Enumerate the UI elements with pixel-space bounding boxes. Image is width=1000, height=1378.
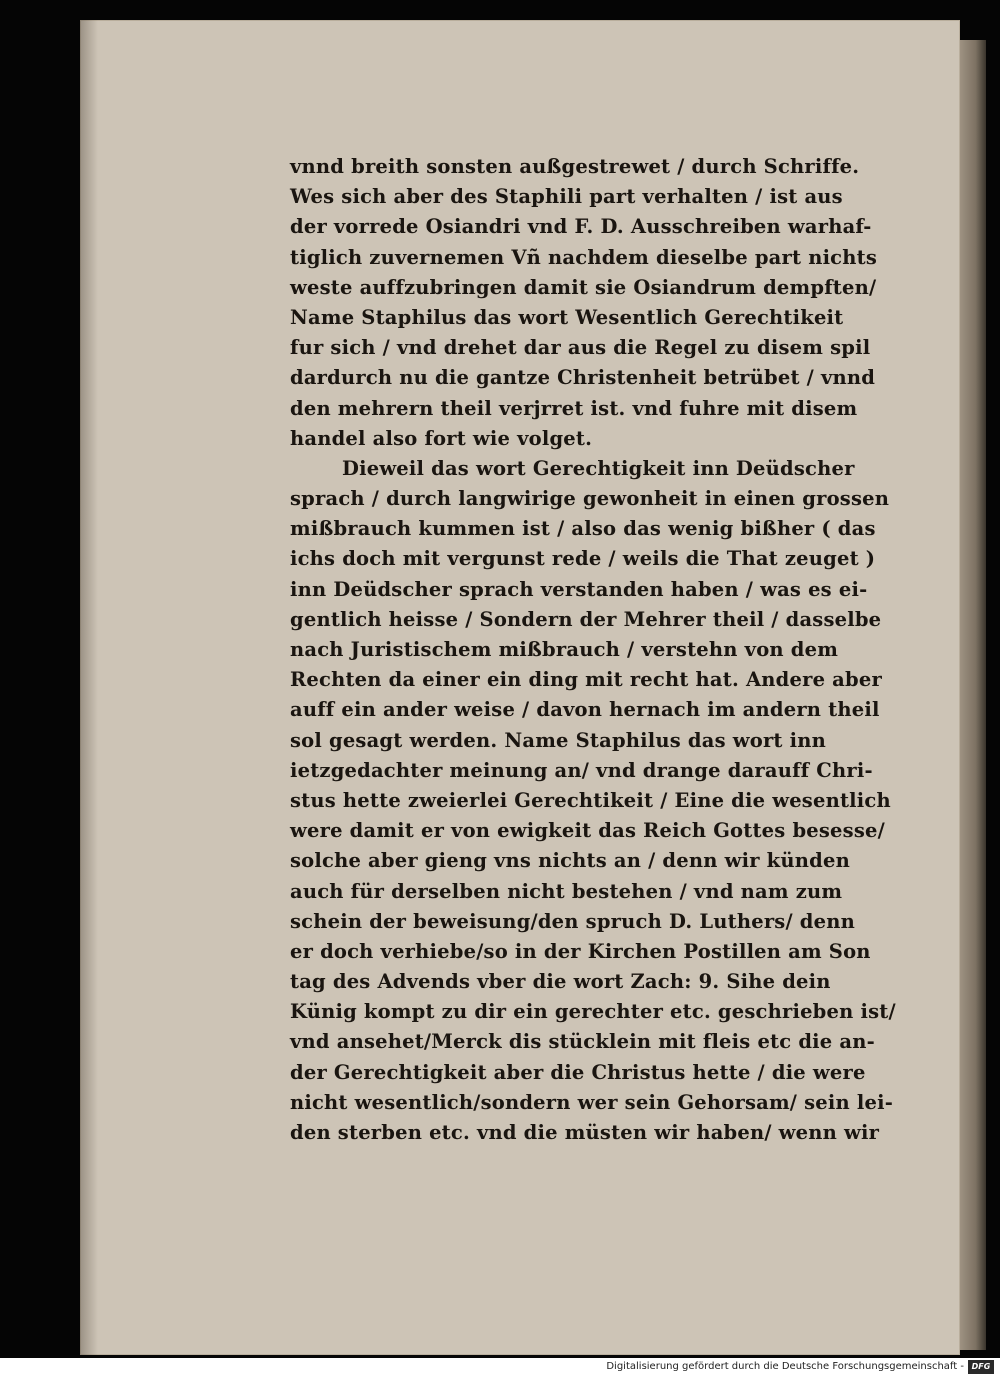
text-line: der vorrede Osiandri vnd F. D. Ausschreiben warhaf- [290, 215, 872, 239]
text-line: auch für derselben nicht bestehen / vnd nam zum [290, 879, 843, 903]
text-line: sprach / durch langwirige gewonheit in einen grossen [290, 487, 890, 511]
text-line: Rechten da einer ein ding mit recht hat. Andere aber [290, 668, 882, 692]
text-line: nach Juristischem mißbrauch / verstehn von dem [290, 638, 839, 661]
text-line: dardurch nu die gantze Christenheit betrübet / vnnd [290, 366, 876, 390]
text-line: auff ein ander weise / davon hernach im andern theil [290, 698, 880, 722]
text-line: Name Staphilus das wort Wesentlich Gerechtikeit [290, 305, 844, 329]
text-line: gentlich heisse / Sondern der Mehrer theil / dasselbe [290, 607, 882, 631]
text-line: nicht wesentlich/sondern wer sein Gehorsam/ sein lei- [290, 1090, 893, 1114]
text-line: den sterben etc. vnd die müsten wir haben/ wenn wir [290, 1121, 880, 1144]
text-line: schein der beweisung/den spruch D. Luthers/ denn [290, 909, 855, 933]
text-line: ichs doch mit vergunst rede / weils die That zeuget ) [290, 547, 876, 571]
page-edge [960, 40, 986, 1350]
text-line: der Gerechtigkeit aber die Christus hette / die were [290, 1060, 866, 1084]
text-line: stus hette zweierlei Gerechtikeit / Eine die wesentlich [290, 788, 891, 812]
text-line: weste auffzubringen damit sie Osiandrum dempften/ [290, 275, 877, 299]
text-line: sol gesagt werden. Name Staphilus das wort inn [290, 728, 826, 752]
text-line: ietzgedachter meinung an/ vnd drange darauff Chri- [290, 758, 873, 782]
text-line: Künig kompt zu dir ein gerechter etc. geschrieben ist/ [290, 1000, 896, 1024]
text-line: Dieweil das wort Gerechtigkeit inn Deüdscher [342, 456, 855, 480]
text-line: er doch verhiebe/so in der Kirchen Postillen am Son [290, 939, 871, 963]
text-line: fur sich / vnd drehet dar aus die Regel zu disem spil [290, 336, 871, 360]
text-line: tiglich zuvernemen Vñ nachdem dieselbe part nichts [290, 245, 878, 269]
text-line: vnd ansehet/Merck dis stücklein mit fleis etc die an- [290, 1030, 875, 1054]
text-line: tag des Advends vber die wort Zach: 9. Sihe dein [290, 970, 831, 994]
footer-bar [0, 1358, 1000, 1378]
dfg-logo: DFG [968, 1360, 994, 1374]
text-line: Wes sich aber des Staphili part verhalten / ist aus [290, 185, 843, 209]
body-text [290, 152, 896, 1148]
text-line: inn Deüdscher sprach verstanden haben / was es ei- [290, 577, 868, 601]
gutter-shadow [80, 20, 98, 1355]
text-line: were damit er von ewigkeit das Reich Gottes besesse/ [290, 819, 885, 843]
text-line: solche aber gieng vns nichts an / denn wir künden [290, 849, 850, 873]
text-line: mißbrauch kummen ist / also das wenig bißher ( das [290, 517, 876, 541]
text-line: den mehrern theil verjrret ist. vnd fuhre mit disem [290, 396, 858, 420]
funding-credit: Digitalisierung gefördert durch die Deutsche Forschungsgemeinschaft - [606, 1361, 964, 1372]
text-line: handel also fort wie volget. [290, 426, 593, 450]
text-line: vnnd breith sonsten außgestrewet / durch Schriffe. [290, 155, 860, 178]
